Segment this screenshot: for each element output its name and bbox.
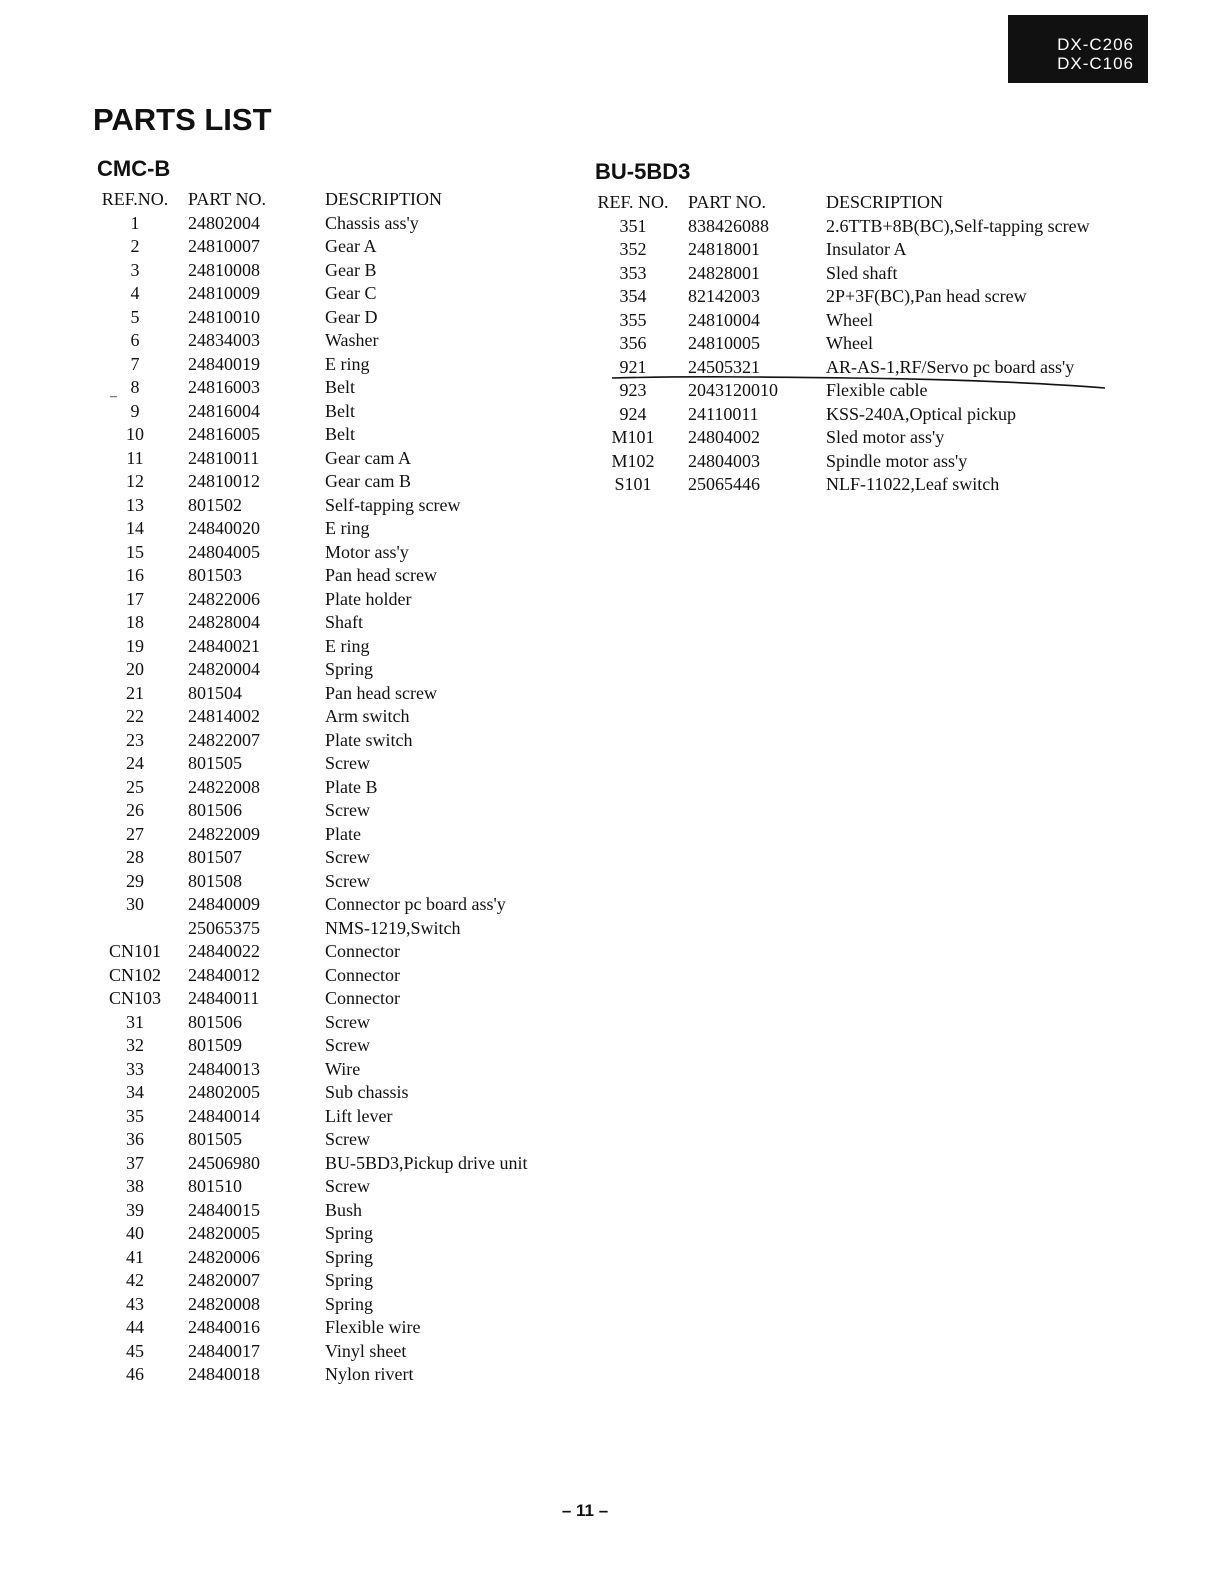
part-no-cell: 24840009 [188, 894, 260, 914]
table-row [595, 238, 1109, 262]
part-no-cell: 24810011 [188, 447, 260, 468]
table-row [97, 917, 611, 941]
ref-no-cell: CN102 [108, 964, 161, 985]
table-row [97, 588, 611, 612]
table-row [97, 987, 611, 1011]
description-cell: Gear cam B [325, 471, 411, 491]
description-cell: Spring [325, 1293, 374, 1314]
description-cell: Connector [325, 964, 400, 985]
part-no-cell: 801503 [188, 565, 242, 585]
description-cell: E ring [325, 635, 370, 656]
description-cell: Spring [325, 659, 374, 679]
part-no-cell: 82142003 [688, 286, 760, 306]
description-cell: Screw [325, 753, 370, 773]
part-no-cell: 24828001 [688, 262, 760, 283]
description-cell: Screw [325, 847, 370, 867]
part-no-cell: 25065446 [688, 474, 760, 494]
table-row [97, 423, 611, 447]
part-no-cell: 801509 [188, 1035, 242, 1055]
table-row [97, 376, 611, 400]
description-cell: Screw [325, 1176, 370, 1196]
table-row [97, 282, 611, 306]
table-row [97, 1081, 611, 1105]
table-row [97, 1034, 611, 1058]
table-row [97, 447, 611, 471]
model-number-secondary: DX-C106 [1057, 54, 1134, 73]
ref-no-cell: 18 [126, 612, 144, 632]
table-row [97, 1128, 611, 1152]
description-cell: Gear A [325, 236, 377, 256]
table-row [97, 1293, 611, 1317]
description-cell: Wire [325, 1058, 361, 1079]
description-cell: Wheel [826, 309, 873, 330]
ref-no-cell: 24 [126, 753, 144, 773]
table-row [97, 705, 611, 729]
description-cell: Motor ass'y [325, 541, 409, 562]
ref-no-cell: 38 [126, 1176, 144, 1196]
description-cell: KSS-240A,Optical pickup [826, 403, 1016, 424]
part-no-cell: 24810008 [188, 259, 260, 280]
section-title-bu-5bd3: BU-5BD3 [595, 159, 691, 184]
part-no-cell: 24840012 [188, 964, 260, 985]
table-row [97, 1152, 611, 1176]
part-no-cell: 801504 [188, 682, 242, 703]
part-no-cell: 24810004 [688, 309, 760, 330]
ref-no-cell: 355 [619, 309, 647, 330]
ref-no-cell: CN103 [108, 988, 161, 1008]
ref-no-cell: 15 [126, 541, 144, 562]
table-row [97, 400, 611, 424]
table-row [97, 846, 611, 870]
part-no-cell: 24816004 [188, 400, 260, 421]
part-no-cell: 24810007 [188, 236, 260, 256]
part-no-cell: 801508 [188, 870, 242, 891]
part-no-cell: 24840014 [188, 1105, 260, 1126]
table-row [97, 306, 611, 330]
ref-no-cell: 923 [619, 380, 647, 400]
table-row [97, 1175, 611, 1199]
table-body [97, 212, 611, 1387]
part-no-cell: 24822006 [188, 588, 260, 609]
ref-no-cell: CN101 [108, 941, 161, 961]
description-cell: E ring [325, 518, 370, 538]
ref-no-cell: 45 [126, 1340, 144, 1361]
description-cell: Sled shaft [826, 262, 898, 283]
part-no-cell: 24834003 [188, 330, 260, 350]
ref-no-cell: 33 [126, 1058, 144, 1079]
ref-no-cell: 28 [126, 847, 144, 867]
table-row [97, 259, 611, 283]
table-row [595, 332, 1109, 356]
table-row [97, 1222, 611, 1246]
table-header [595, 191, 1109, 215]
table-row [97, 729, 611, 753]
ref-no-cell: 10 [126, 424, 144, 444]
part-no-cell: 24814002 [188, 706, 260, 726]
table-row [97, 1269, 611, 1293]
model-number-primary: DX-C206 [1057, 35, 1134, 54]
ref-no-cell: 5 [130, 306, 140, 327]
table-row [97, 940, 611, 964]
description-cell: 2.6TTB+8B(BC),Self-tapping screw [826, 215, 1090, 236]
part-no-cell: 24810012 [188, 471, 260, 491]
table-row [97, 1340, 611, 1364]
table-row [97, 682, 611, 706]
ref-no-cell: 9 [130, 400, 140, 421]
description-cell: Connector pc board ass'y [325, 894, 506, 914]
part-no-cell: 801505 [188, 1129, 242, 1149]
description-cell: Vinyl sheet [325, 1340, 407, 1361]
ref-no-cell: 8 [130, 377, 140, 397]
table-row [595, 450, 1109, 474]
ref-no-cell: 41 [126, 1246, 144, 1267]
description-cell: Spring [325, 1223, 374, 1243]
ref-no-cell: 26 [126, 800, 144, 820]
ref-no-cell: 43 [126, 1293, 144, 1314]
description-cell: Plate [325, 823, 361, 844]
part-no-cell: 24804003 [688, 450, 760, 471]
table-row [97, 893, 611, 917]
table-row [97, 329, 611, 353]
description-cell: Flexible wire [325, 1317, 421, 1337]
ref-no-cell: 4 [130, 283, 140, 303]
table-row [97, 1199, 611, 1223]
table-row [97, 1058, 611, 1082]
part-no-cell: 24802004 [188, 212, 260, 233]
part-no-cell: 24820008 [188, 1293, 260, 1314]
part-no-cell: 24840021 [188, 635, 260, 656]
part-no-cell: 24506980 [188, 1152, 260, 1173]
ref-no-cell: 42 [126, 1270, 144, 1290]
description-cell: Screw [325, 870, 370, 891]
table-row [97, 823, 611, 847]
ref-no-cell [97, 917, 173, 941]
part-no-cell: 24840011 [188, 988, 260, 1008]
description-cell: Connector [325, 988, 400, 1008]
table-row [97, 611, 611, 635]
margin-tick-mark: – [110, 389, 117, 404]
ref-no-cell: 23 [126, 729, 144, 750]
part-no-cell: 24840020 [188, 518, 260, 538]
description-cell: Connector [325, 941, 400, 961]
part-no-cell: 801510 [188, 1176, 242, 1196]
ref-no-cell: 37 [126, 1152, 144, 1173]
description-cell: Self-tapping screw [325, 494, 461, 515]
table-row [97, 1105, 611, 1129]
description-cell: NMS-1219,Switch [325, 917, 461, 938]
part-no-cell: 24840013 [188, 1058, 260, 1079]
description-cell: Screw [325, 1035, 370, 1055]
table-row [595, 473, 1109, 497]
description-cell: BU-5BD3,Pickup drive unit [325, 1152, 528, 1173]
table-row [97, 212, 611, 236]
description-cell: Arm switch [325, 706, 410, 726]
table-row [97, 752, 611, 776]
part-no-cell: 24804002 [688, 427, 760, 447]
description-cell: Belt [325, 377, 355, 397]
table-row [97, 1363, 611, 1387]
table-row [97, 353, 611, 377]
column-header-part-no: PART NO. [688, 192, 766, 212]
table-row [97, 658, 611, 682]
table-row [97, 1246, 611, 1270]
ref-no-cell: 20 [126, 659, 144, 679]
ref-no-cell: 353 [619, 262, 647, 283]
description-cell: Sled motor ass'y [826, 427, 945, 447]
part-no-cell: 24822007 [188, 729, 260, 750]
description-cell: Screw [325, 1129, 370, 1149]
model-number-badge [1008, 15, 1148, 83]
ref-no-cell: 14 [126, 518, 144, 538]
ref-no-cell: 44 [126, 1317, 144, 1337]
description-cell: Plate switch [325, 729, 413, 750]
ref-no-cell: 36 [126, 1129, 144, 1149]
ref-no-cell: 6 [130, 330, 140, 350]
ref-no-cell: M101 [611, 427, 655, 447]
description-cell: Pan head screw [325, 565, 437, 585]
description-cell: Nylon rivert [325, 1364, 414, 1384]
table-row [97, 235, 611, 259]
part-no-cell: 838426088 [688, 215, 769, 236]
description-cell: Bush [325, 1199, 363, 1220]
part-no-cell: 24816003 [188, 377, 260, 397]
part-no-cell: 24822009 [188, 823, 260, 844]
table-row [97, 1011, 611, 1035]
ref-no-cell: 30 [126, 894, 144, 914]
ref-no-cell: 354 [619, 286, 647, 306]
description-cell: Screw [325, 800, 370, 820]
description-cell: Flexible cable [826, 380, 928, 400]
part-no-cell: 24820007 [188, 1270, 260, 1290]
part-no-cell: 24840016 [188, 1317, 260, 1337]
description-cell: Lift lever [325, 1105, 393, 1126]
description-cell: Insulator A [826, 239, 907, 259]
table-row [97, 870, 611, 894]
description-cell: Gear C [325, 283, 377, 303]
ref-no-cell: 32 [126, 1035, 144, 1055]
part-no-cell: 24810005 [688, 333, 760, 353]
ref-no-cell: 19 [126, 635, 144, 656]
table-row [97, 964, 611, 988]
part-no-cell: 801502 [188, 494, 242, 515]
description-cell: Plate B [325, 776, 378, 797]
ref-no-cell: 352 [619, 239, 647, 259]
ref-no-cell: 16 [126, 565, 144, 585]
ref-no-cell: 17 [126, 588, 144, 609]
column-header-description: DESCRIPTION [325, 189, 443, 209]
column-header-description: DESCRIPTION [826, 192, 944, 212]
ref-no-cell: 39 [126, 1199, 144, 1220]
table-row [595, 215, 1109, 239]
description-cell: Washer [325, 330, 379, 350]
part-no-cell: 24810009 [188, 283, 260, 303]
ref-no-cell: 12 [126, 471, 144, 491]
part-no-cell: 801505 [188, 753, 242, 773]
description-cell: Belt [325, 400, 355, 421]
description-cell: Gear cam A [325, 447, 411, 468]
table-row [595, 285, 1109, 309]
ref-no-cell: 351 [619, 215, 647, 236]
part-no-cell: 24110011 [688, 403, 759, 424]
table-row [97, 541, 611, 565]
part-no-cell: 24820006 [188, 1246, 260, 1267]
part-no-cell: 24802005 [188, 1082, 260, 1102]
part-no-cell: 24820005 [188, 1223, 260, 1243]
description-cell: E ring [325, 353, 370, 374]
ref-no-cell: 924 [619, 403, 647, 424]
ref-no-cell: 34 [126, 1082, 144, 1102]
table-row [97, 635, 611, 659]
ref-no-cell: 31 [126, 1011, 144, 1032]
ref-no-cell: 2 [130, 236, 140, 256]
parts-table-cmc-b [97, 188, 611, 1387]
table-row [595, 309, 1109, 333]
part-no-cell: 24840019 [188, 353, 260, 374]
page-number: – 11 – [561, 1501, 609, 1520]
part-no-cell: 801506 [188, 1011, 242, 1032]
part-no-cell: 801506 [188, 800, 242, 820]
table-row [97, 470, 611, 494]
table-row [97, 564, 611, 588]
ref-no-cell: 46 [126, 1364, 144, 1384]
part-no-cell: 24840017 [188, 1340, 260, 1361]
part-no-cell: 24810010 [188, 306, 260, 327]
table-row [97, 1316, 611, 1340]
description-cell: Shaft [325, 612, 363, 632]
description-cell: Screw [325, 1011, 370, 1032]
part-no-cell: 24818001 [688, 239, 760, 259]
ref-no-cell: 7 [130, 353, 140, 374]
table-row [595, 403, 1109, 427]
part-no-cell: 2043120010 [688, 380, 778, 400]
part-no-cell: 24816005 [188, 424, 260, 444]
ref-no-cell: 40 [126, 1223, 144, 1243]
ref-no-cell: 13 [126, 494, 144, 515]
ref-no-cell: 29 [126, 870, 144, 891]
ref-no-cell: M102 [611, 450, 655, 471]
page-title: PARTS LIST [93, 102, 272, 137]
description-cell: Sub chassis [325, 1082, 409, 1102]
description-cell: Chassis ass'y [325, 212, 419, 233]
table-row [97, 517, 611, 541]
table-row [595, 262, 1109, 286]
parts-table-bu-5bd3 [595, 191, 1109, 497]
description-cell: Spring [325, 1246, 374, 1267]
description-cell: Wheel [826, 333, 873, 353]
part-no-cell: 801507 [188, 847, 242, 867]
ref-no-cell: 921 [619, 356, 647, 377]
column-header-part-no: PART NO. [188, 189, 266, 209]
part-no-cell: 24804005 [188, 541, 260, 562]
column-header-ref-no: REF.NO. [101, 189, 169, 209]
table-header [97, 188, 611, 212]
description-cell: NLF-11022,Leaf switch [826, 474, 1000, 494]
table-body [595, 215, 1109, 497]
table-row [97, 494, 611, 518]
description-cell: Pan head screw [325, 682, 437, 703]
part-no-cell: 24840022 [188, 941, 260, 961]
description-cell: AR-AS-1,RF/Servo pc board ass'y [826, 356, 1075, 377]
ref-no-cell: 1 [130, 212, 140, 233]
description-cell: Spindle motor ass'y [826, 450, 968, 471]
part-no-cell: 24820004 [188, 659, 260, 679]
ref-no-cell: 3 [130, 259, 140, 280]
ref-no-cell: 25 [126, 776, 144, 797]
description-cell: Belt [325, 424, 355, 444]
part-no-cell: 24840015 [188, 1199, 260, 1220]
table-row [97, 799, 611, 823]
part-no-cell: 24822008 [188, 776, 260, 797]
description-cell: Plate holder [325, 588, 412, 609]
table-row [595, 426, 1109, 450]
ref-no-cell: 27 [126, 823, 144, 844]
description-cell: Spring [325, 1270, 374, 1290]
ref-no-cell: 11 [126, 447, 144, 468]
description-cell: Gear D [325, 306, 378, 327]
handwritten-strike-line [610, 368, 1110, 398]
section-title-cmc-b: CMC-B [97, 156, 171, 181]
part-no-cell: 24840018 [188, 1364, 260, 1384]
description-cell: Gear B [325, 259, 377, 280]
ref-no-cell: 21 [126, 682, 144, 703]
ref-no-cell: S101 [614, 474, 652, 494]
ref-no-cell: 35 [126, 1105, 144, 1126]
description-cell: 2P+3F(BC),Pan head screw [826, 286, 1027, 306]
part-no-cell: 24828004 [188, 612, 260, 632]
part-no-cell: 25065375 [188, 917, 260, 938]
ref-no-cell: 22 [126, 706, 144, 726]
ref-no-cell: 356 [619, 333, 647, 353]
column-header-ref-no: REF. NO. [597, 192, 669, 212]
part-no-cell: 24505321 [688, 356, 760, 377]
table-row [97, 776, 611, 800]
